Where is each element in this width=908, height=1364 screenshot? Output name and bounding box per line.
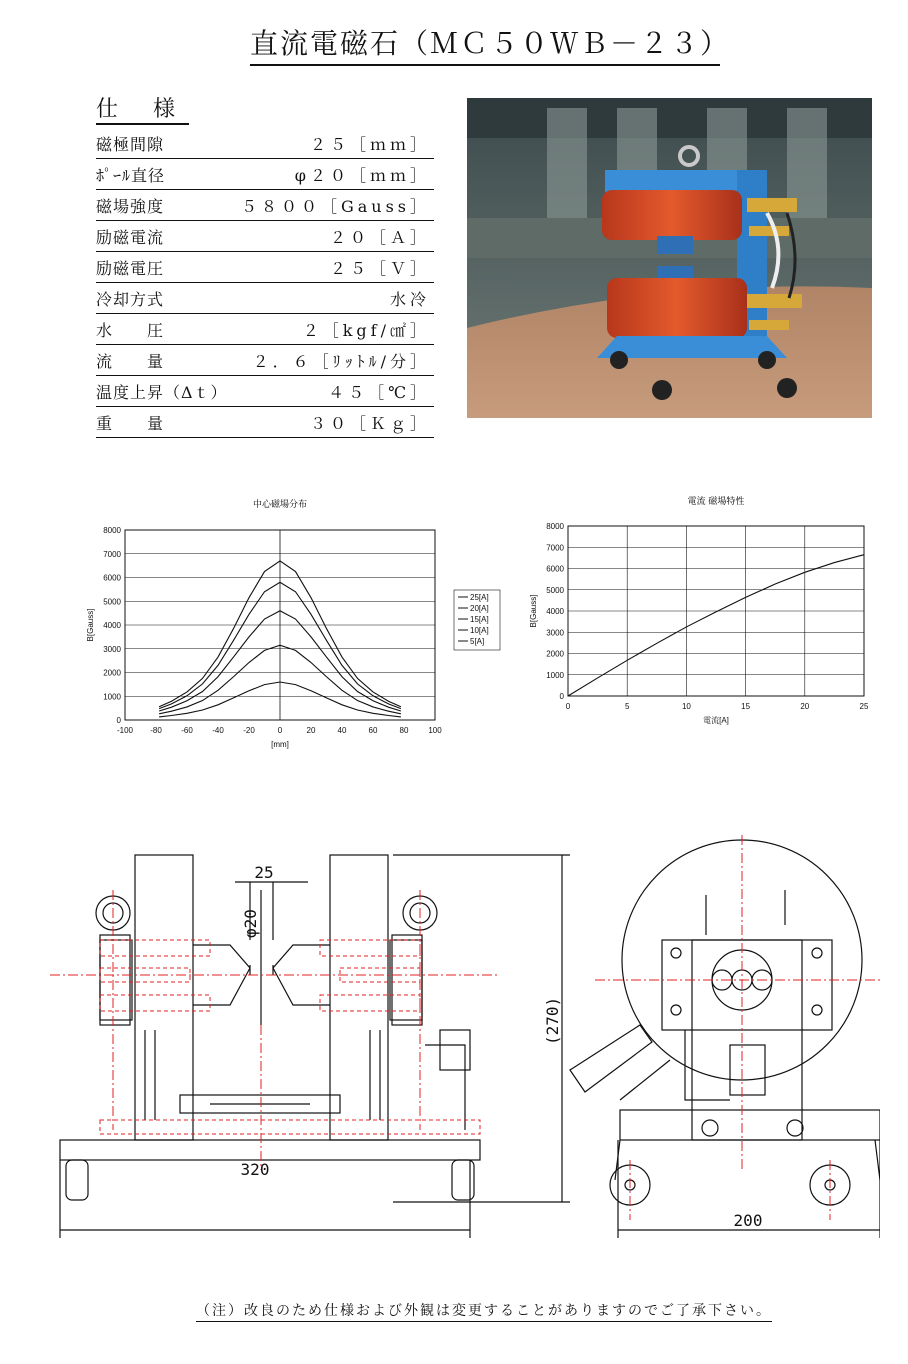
- x-tick-label: 80: [399, 726, 409, 735]
- dim-height: (270): [543, 996, 562, 1045]
- y-tick-label: 0: [559, 692, 564, 701]
- x-tick-label: 15: [741, 702, 751, 711]
- spec-row: [96, 190, 434, 221]
- spec-label: 流 量: [96, 352, 165, 371]
- spec-value: ５８００［Gauss］: [240, 197, 430, 216]
- y-tick-label: 4000: [546, 607, 564, 616]
- y-tick-label: 0: [116, 716, 121, 725]
- y-tick-label: 7000: [103, 549, 121, 559]
- legend-item: 15[A]: [470, 615, 489, 624]
- y-tick-label: 2000: [546, 649, 564, 659]
- y-tick-label: 2000: [103, 668, 121, 678]
- x-tick-label: 20: [800, 702, 810, 711]
- legend-item: 5[A]: [470, 637, 485, 646]
- spec-row: [96, 221, 434, 252]
- spec-value: ２．６［ﾘｯﾄﾙ/分］: [252, 352, 430, 371]
- y-tick-label: 1000: [103, 692, 121, 702]
- y-tick-label: 7000: [546, 543, 564, 553]
- spec-label: 磁場強度: [96, 197, 165, 216]
- dim-pole: φ20: [241, 909, 260, 938]
- y-tick-label: 1000: [546, 670, 564, 680]
- spec-value: ４５［℃］: [328, 383, 430, 402]
- spec-value: 水冷: [389, 290, 430, 309]
- spec-label: 重 量: [96, 414, 165, 433]
- spec-label: 励磁電流: [96, 228, 165, 247]
- x-tick-label: 100: [428, 726, 442, 735]
- x-tick-label: 0: [565, 702, 571, 711]
- legend-item: 25[A]: [470, 593, 489, 602]
- spec-value: ３０［Ｋｇ］: [309, 414, 430, 433]
- y-tick-label: 4000: [103, 621, 121, 630]
- x-axis-label: [mm]: [271, 740, 289, 749]
- spec-row: [96, 407, 434, 438]
- x-tick-label: -20: [243, 726, 255, 735]
- spec-label: 冷却方式: [96, 290, 165, 309]
- y-tick-label: 8000: [103, 526, 121, 535]
- x-tick-label: 25: [859, 702, 869, 711]
- y-tick-label: 6000: [546, 564, 564, 574]
- technical-drawing: [40, 830, 880, 1250]
- dim-gap: 25: [254, 863, 274, 882]
- spec-row: [96, 314, 434, 345]
- spec-row: [96, 345, 434, 376]
- spec-label: 励磁電圧: [96, 259, 165, 278]
- x-tick-label: -80: [150, 726, 162, 735]
- spec-value: ２５［ｍｍ］: [309, 135, 430, 154]
- footnote: （注）改良のため仕様および外観は変更することがありますのでご了承下さい。: [196, 1300, 772, 1322]
- spec-label: 水 圧: [96, 321, 165, 340]
- x-tick-label: 10: [681, 702, 691, 711]
- y-axis-label: B[Gauss]: [529, 594, 538, 628]
- spec-row: [96, 128, 434, 159]
- spec-value: ２５［Ｖ］: [329, 259, 430, 278]
- field-distribution-chart: [80, 490, 520, 780]
- dim-width-side: 200: [733, 1211, 763, 1230]
- y-tick-label: 3000: [103, 644, 121, 654]
- x-tick-label: 20: [306, 726, 316, 735]
- x-tick-label: 0: [277, 726, 283, 735]
- x-tick-label: -60: [181, 726, 193, 735]
- y-tick-label: 3000: [546, 628, 564, 638]
- x-tick-label: 5: [624, 702, 630, 711]
- spec-row: [96, 283, 434, 314]
- spec-table: [96, 128, 434, 438]
- current-field-chart: [528, 490, 878, 740]
- spec-label: 磁極間隙: [96, 135, 165, 154]
- y-tick-label: 8000: [546, 522, 564, 531]
- spec-row: [96, 159, 434, 190]
- spec-value: φ２０［ｍｍ］: [294, 166, 430, 185]
- product-photo: [467, 98, 872, 418]
- x-tick-label: -100: [116, 726, 134, 735]
- legend-item: 20[A]: [470, 604, 489, 613]
- spec-heading: 仕 様: [96, 92, 189, 125]
- page-title: 直流電磁石（ＭＣ５０ＷＢ－２３）: [250, 22, 720, 66]
- chart-title: 中心磁場分布: [252, 500, 308, 510]
- y-axis-label: B[Gauss]: [86, 608, 95, 642]
- spec-row: [96, 376, 434, 407]
- y-tick-label: 5000: [103, 597, 121, 607]
- x-axis-label: 電流[A]: [703, 716, 729, 725]
- dim-width-front: 320: [240, 1160, 270, 1179]
- y-tick-label: 6000: [103, 573, 121, 583]
- spec-label: ﾎﾟｰﾙ直径: [96, 166, 166, 185]
- x-tick-label: 60: [368, 726, 378, 735]
- spec-value: ２［kgf/㎠］: [302, 321, 430, 340]
- x-tick-label: 40: [337, 726, 347, 735]
- spec-label: 温度上昇（Δｔ）: [96, 383, 228, 402]
- y-tick-label: 5000: [546, 585, 564, 595]
- spec-value: ２０［Ａ］: [329, 228, 430, 247]
- spec-row: [96, 252, 434, 283]
- x-tick-label: -40: [212, 726, 224, 735]
- legend-item: 10[A]: [470, 626, 489, 635]
- chart-title: 電流 磁場特性: [687, 497, 745, 507]
